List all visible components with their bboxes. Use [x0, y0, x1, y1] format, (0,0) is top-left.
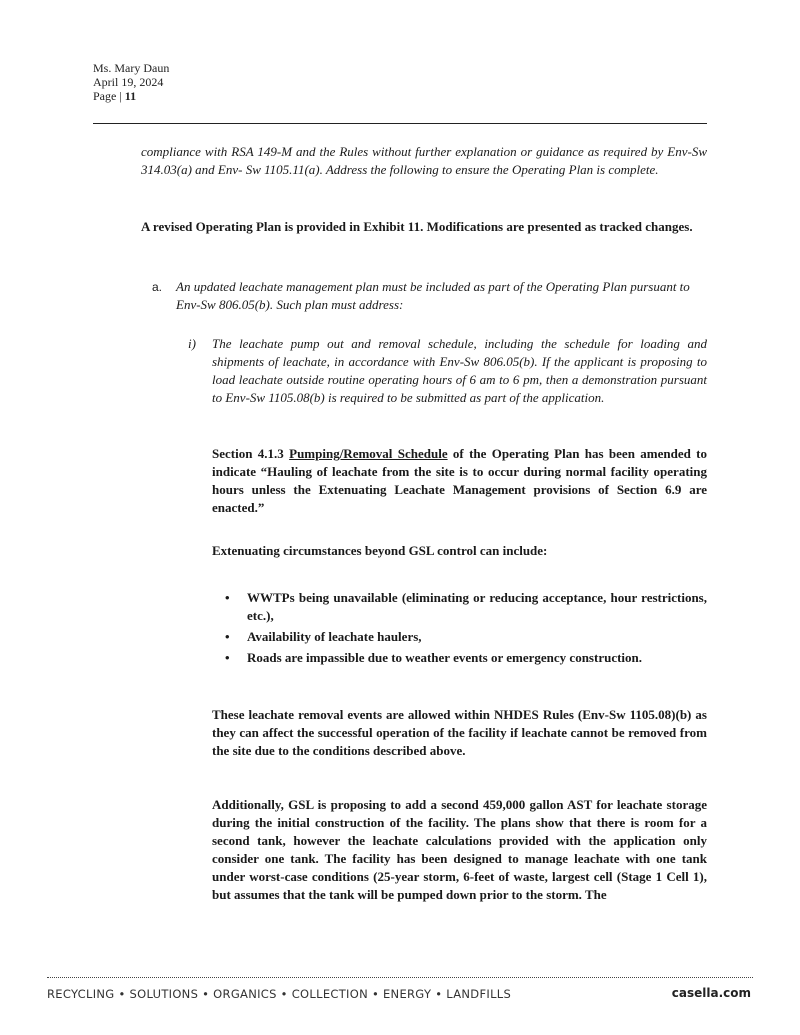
extenuating-list [225, 589, 707, 670]
footer-divider [47, 977, 753, 978]
list-item [225, 628, 707, 646]
bullet-icon: • [225, 590, 230, 605]
list-item-text: Availability of leachate haulers, [247, 629, 422, 644]
bullet-icon: • [225, 629, 230, 644]
page-number-value: 11 [124, 89, 137, 103]
response-paragraph: A revised Operating Plan is provided in Exhibit 11. Modifications are presented as tracked changes. [141, 219, 693, 234]
header-divider [93, 123, 707, 124]
date: April 19, 2024 [93, 75, 164, 89]
recipient: Ms. Mary Daun [93, 61, 170, 75]
comment-paragraph: compliance with RSA 149-M and the Rules without further explanation or guidance as required by Env-Sw 314.03(a) and Env- Sw 1105.11(a). Address the following to ensure the Operating Plan is complete. [141, 144, 707, 177]
list-item-text: Roads are impassible due to weather events or emergency construction. [247, 650, 643, 665]
item-i-marker: i) [188, 336, 196, 351]
list-item [225, 589, 707, 625]
letter-header [93, 61, 169, 103]
footer-website: casella.com [671, 986, 751, 1000]
second-tank-paragraph: Additionally, GSL is proposing to add a second 459,000 gallon AST for leachate storage during the initial construction of the facility. The plans show that there is room for a second tank, however the leachate calculations provided with the application only consider one tank. The facility has been designed to manage leachate with one tank under worst-case conditions (25-year storm, 6-feet of waste, largest cell (Stage 1 Cell 1), but assumes that the tank will be pumped down prior to the storm. The [212, 797, 707, 902]
page-number [93, 89, 169, 103]
section-response [212, 445, 707, 517]
item-a-text: An updated leachate management plan must be included as part of the Operating Plan pursuant to Env-Sw 806.05(b). Such plan must address: [176, 279, 690, 312]
list-item-text: WWTPs being unavailable (eliminating or reducing acceptance, hour restrictions, etc.), [247, 590, 707, 623]
extenuating-intro: Extenuating circumstances beyond GSL control can include: [212, 543, 548, 558]
section-number: Section 4.1.3 [212, 446, 290, 461]
list-item [225, 649, 707, 667]
removal-events-paragraph: These leachate removal events are allowed within NHDES Rules (Env-Sw 1105.08)(b) as they can affect the successful operation of the facility if leachate cannot be removed from the site due to the conditions described above. [212, 707, 707, 758]
item-a-marker: a. [152, 280, 163, 294]
bullet-icon: • [225, 650, 230, 665]
section-title: Pumping/Removal Schedule [289, 446, 448, 461]
section-text: of the Operating Plan has been amended to indicate “Hauling of leachate from the site is to occur during normal facility operating hours unless the Extenuating Leachate Management provisions of Section 6.9 are enacted.” [212, 446, 707, 515]
item-i-text: The leachate pump out and removal schedule, including the schedule for loading and shipments of leachate, in accordance with Env-Sw 806.05(b). If the applicant is proposing to load leachate outside routine operating hours of 6 am to 6 pm, then a demonstration pursuant to Env-Sw 1105.08(b) is required to be submitted as part of the application. [212, 336, 707, 405]
footer-tagline: RECYCLING • SOLUTIONS • ORGANICS • COLLECTION • ENERGY • LANDFILLS [47, 987, 512, 1001]
page-label: Page | [93, 89, 125, 103]
